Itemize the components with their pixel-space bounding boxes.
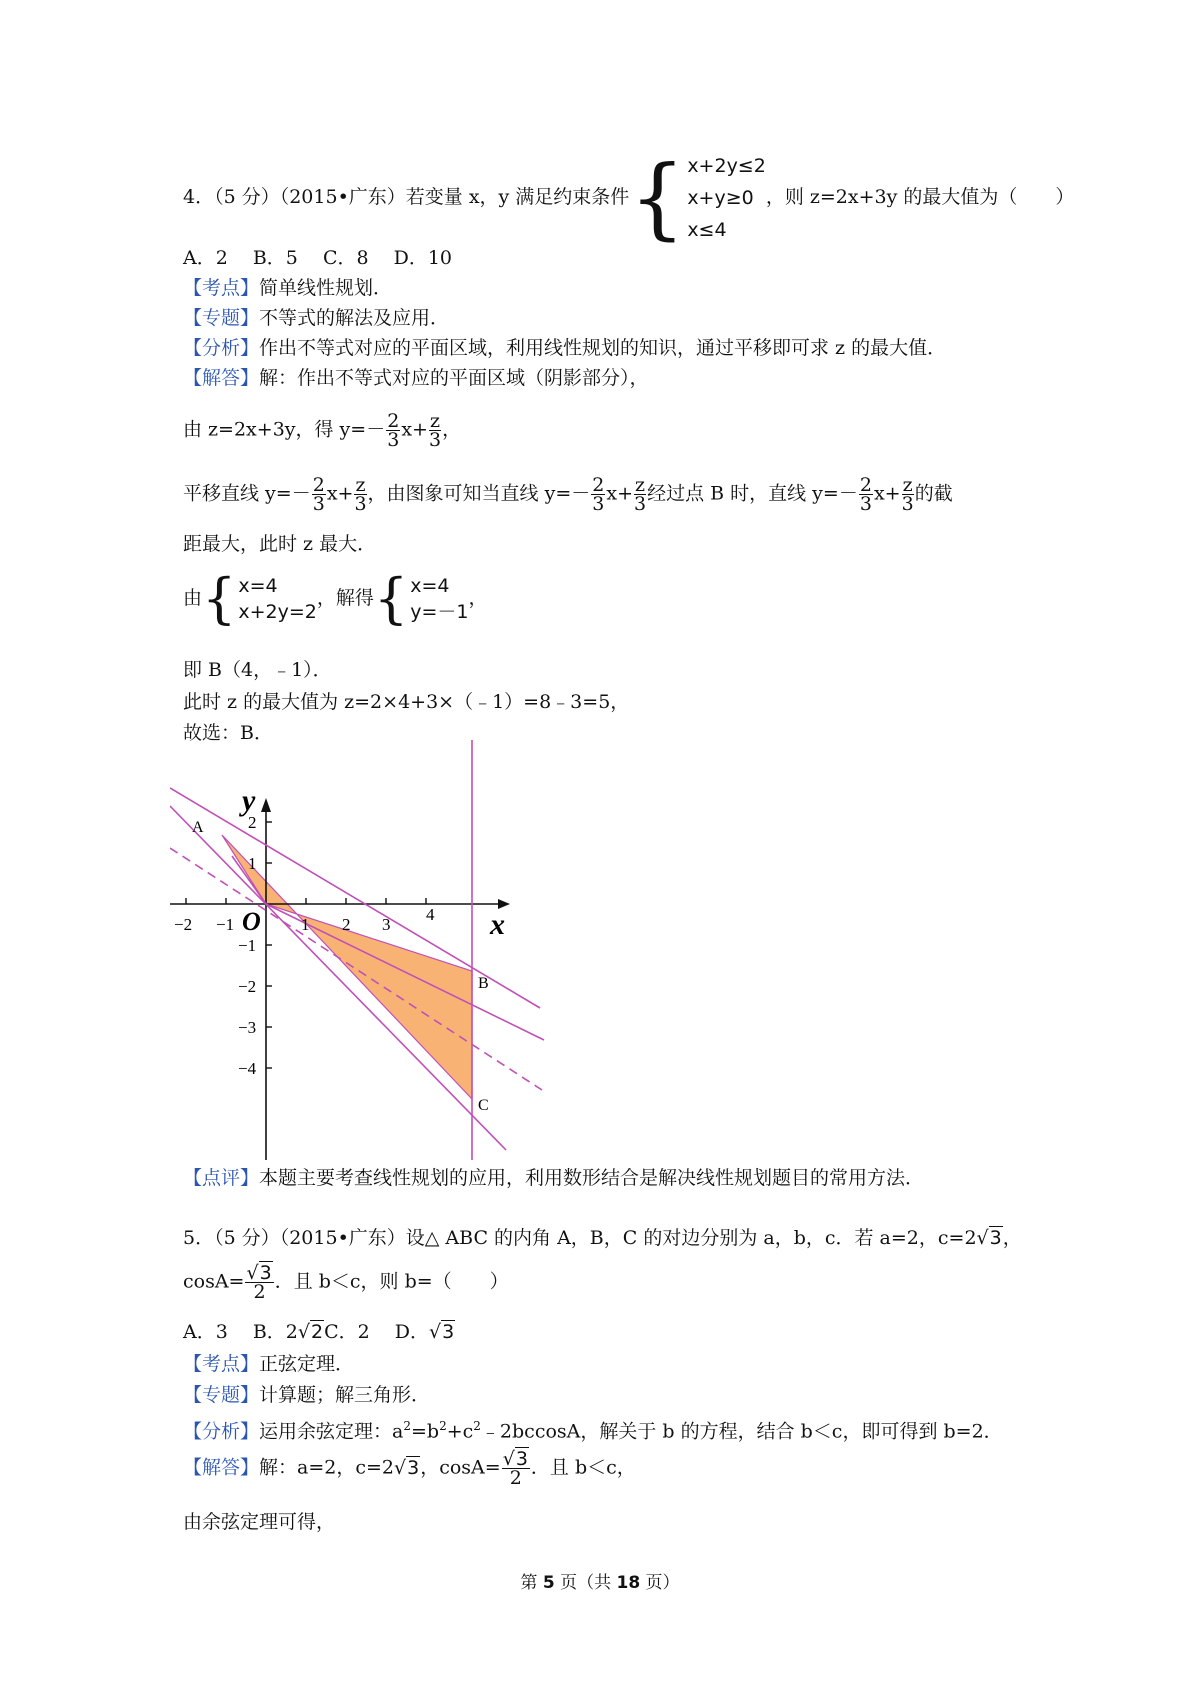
q4-step1: 由 z=2x+3y，得 y=－ $\frac{2}{3}$ x+ $\frac{z}{3}$ ， [183,410,462,451]
y-tick-neg2: −2 [238,977,257,996]
q5-zhuanti: 【专题】计算题；解三角形． [183,1384,431,1406]
q4-step4: 由{ x=4 x+2y=2 ，解得{ x=4 y=－1 ， [183,567,488,630]
x-tick-2: 2 [342,915,351,934]
origin-label: O [242,907,261,936]
q4-zhuanti: 【专题】不等式的解法及应用． [183,307,450,329]
q5-stem1: 5．（5 分）（2015•广东）设△ ABC 的内角 A，B，C 的对边分别为 a，b，c．若 a=2，c=2√3， [183,1227,1022,1249]
q4-kaodian: 【考点】简单线性规划． [183,277,393,299]
fraction: $\frac{√3}{2}$ [246,1262,272,1303]
y-tick-1: 1 [248,854,257,873]
q4-step5: 即 B（4，﹣1）． [183,659,332,681]
total-pages: 18 [616,1573,641,1593]
page-footer: 第 5 页（共 18 页） [520,1573,680,1593]
linear-programming-graph [170,740,550,1160]
q5-kaodian: 【考点】正弦定理． [183,1353,355,1375]
sqrt: √3 [976,1227,1002,1249]
q5-stem2: cosA= $\frac{√3}{2}$ ．且 b＜c，则 b=（ ） [183,1262,509,1303]
q5-last: 由余弦定理可得， [183,1511,336,1533]
q4-step2: 平移直线 y=－ $\frac{2}{3}$ x+ $\frac{z}{3}$ ，由图象可知当直线 y=－ $\frac{2}{3}$ x+ $\frac{z}{3}$ 经过点 B 时，直线 y=－ $\frac{2}{3}$ x+ $\frac{z}{3}$ 的截 [183,474,953,515]
equation-system: x=4 x+2y=2 [238,575,317,623]
point-b-label: B [478,975,489,992]
q4-step3: 距最大，此时 z 最大． [183,533,377,555]
q4-step7: 故选：B． [183,722,273,744]
x-tick-3: 3 [382,915,391,934]
q4-dianping: 【点评】本题主要考查线性规划的应用，利用数形结合是解决线性规划题目的常用方法． [183,1167,925,1189]
q5-fenxi: 【分析】运用余弦定理：$a^2=b^2+c^2﹣2bccosA$，解关于 b 的方程，结合 b＜c，即可得到 b=2． [183,1419,1003,1443]
y-tick-neg1: −1 [238,936,257,955]
point-c-label: C [478,1097,489,1114]
point-a-label: A [192,819,204,836]
fraction: $\frac{z}{3}$ [428,410,442,451]
q5-options: A．3 B．2√2C．2 D．√3 [183,1321,455,1343]
x-tick-neg2: −2 [174,915,193,934]
y-tick-neg4: −4 [238,1059,257,1078]
q5-jieda: 【解答】解：a=2，c=2√3，cosA= $\frac{√3}{2}$ ．且 b＜c， [183,1448,636,1489]
fraction: $\frac{2}{3}$ [387,410,400,451]
solution-system: x=4 y=－1 [410,575,469,623]
brace: { [629,146,686,249]
q4-fenxi: 【分析】作出不等式对应的平面区域，利用线性规划的知识，通过平移即可求 z 的最大值． [183,337,947,359]
x-tick-4: 4 [426,905,435,924]
y-arrow [261,798,271,812]
feasible-region [222,835,472,1099]
x-axis-label: x [490,908,505,941]
q4-step6: 此时 z 的最大值为 z=2×4+3×（﹣1）=8﹣3=5， [183,691,630,713]
y-tick-2: 2 [248,813,257,832]
page-number: 5 [542,1573,555,1593]
y-tick-neg3: −3 [238,1018,257,1037]
x-tick-neg1: −1 [216,915,235,934]
q4-stem: 4．（5 分）（2015•广东）若变量 x，y 满足约束条件{ x+2y≤2 x+y≥0 x≤4 ，则 z=2x+3y 的最大值为（ ） [183,146,1075,249]
constraint-system: x+2y≤2 x+y≥0 x≤4 [687,155,766,241]
x-tick-1: 1 [301,915,310,934]
y-axis-label: y [242,784,256,817]
q4-options: A．2 B．5 C．8 D．10 [183,247,453,269]
q4-jieda: 【解答】解：作出不等式对应的平面区域（阴影部分）， [183,367,649,389]
